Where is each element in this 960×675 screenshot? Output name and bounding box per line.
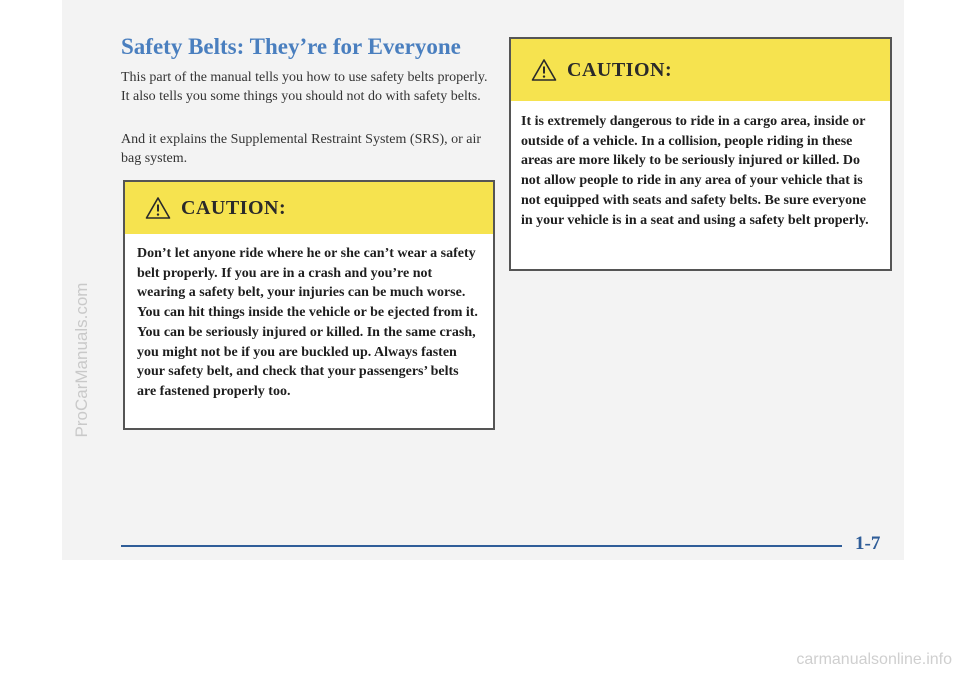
warning-triangle-icon [531,58,557,82]
caution-header [125,182,493,234]
section-title: Safety Belts: They’re for Everyone [121,34,461,59]
caution-text: It is extremely dangerous to ride in a cargo area, inside or outside of a vehicle. In a collision, people riding in these areas are more likely to be seriously injured or killed. Do not allow people to ride in any area of your vehicle that is not equipped with seats and safety belts. Be sure everyone in your vehicle is in a seat and using a safety belt properly. [521,114,869,228]
bottom-watermark: carmanualsonline.info [796,651,952,668]
intro-paragraph: And it explains the Supplemental Restraint System (SRS), or air bag system. [121,132,482,166]
caution-header [511,39,890,101]
footer-divider [121,545,842,547]
intro-paragraph: This part of the manual tells you how to use safety belts properly. It also tells you some things you should not do with safety belts. [121,70,488,104]
caution-title: CAUTION: [567,58,673,81]
side-watermark [62,0,102,560]
caution-text: Don’t let anyone ride where he or she can’t wear a safety belt properly. If you are in a crash and you’re not wearing a safety belt, your injuries can be much worse. You can hit things inside the vehicle or be ejected from it. You can be seriously injured or killed. In the same crash, you might not be if you are buckled up. Always fasten your safety belt, and check that your passengers’ belts are fastened properly too. [137,246,478,399]
caution-title: CAUTION: [181,196,287,219]
side-watermark-text: ProCarManuals.com [72,282,91,438]
warning-triangle-icon [145,196,171,220]
page-number: 1-7 [855,533,881,554]
caution-box-cargo [509,37,892,271]
caution-box-seating [123,180,495,430]
